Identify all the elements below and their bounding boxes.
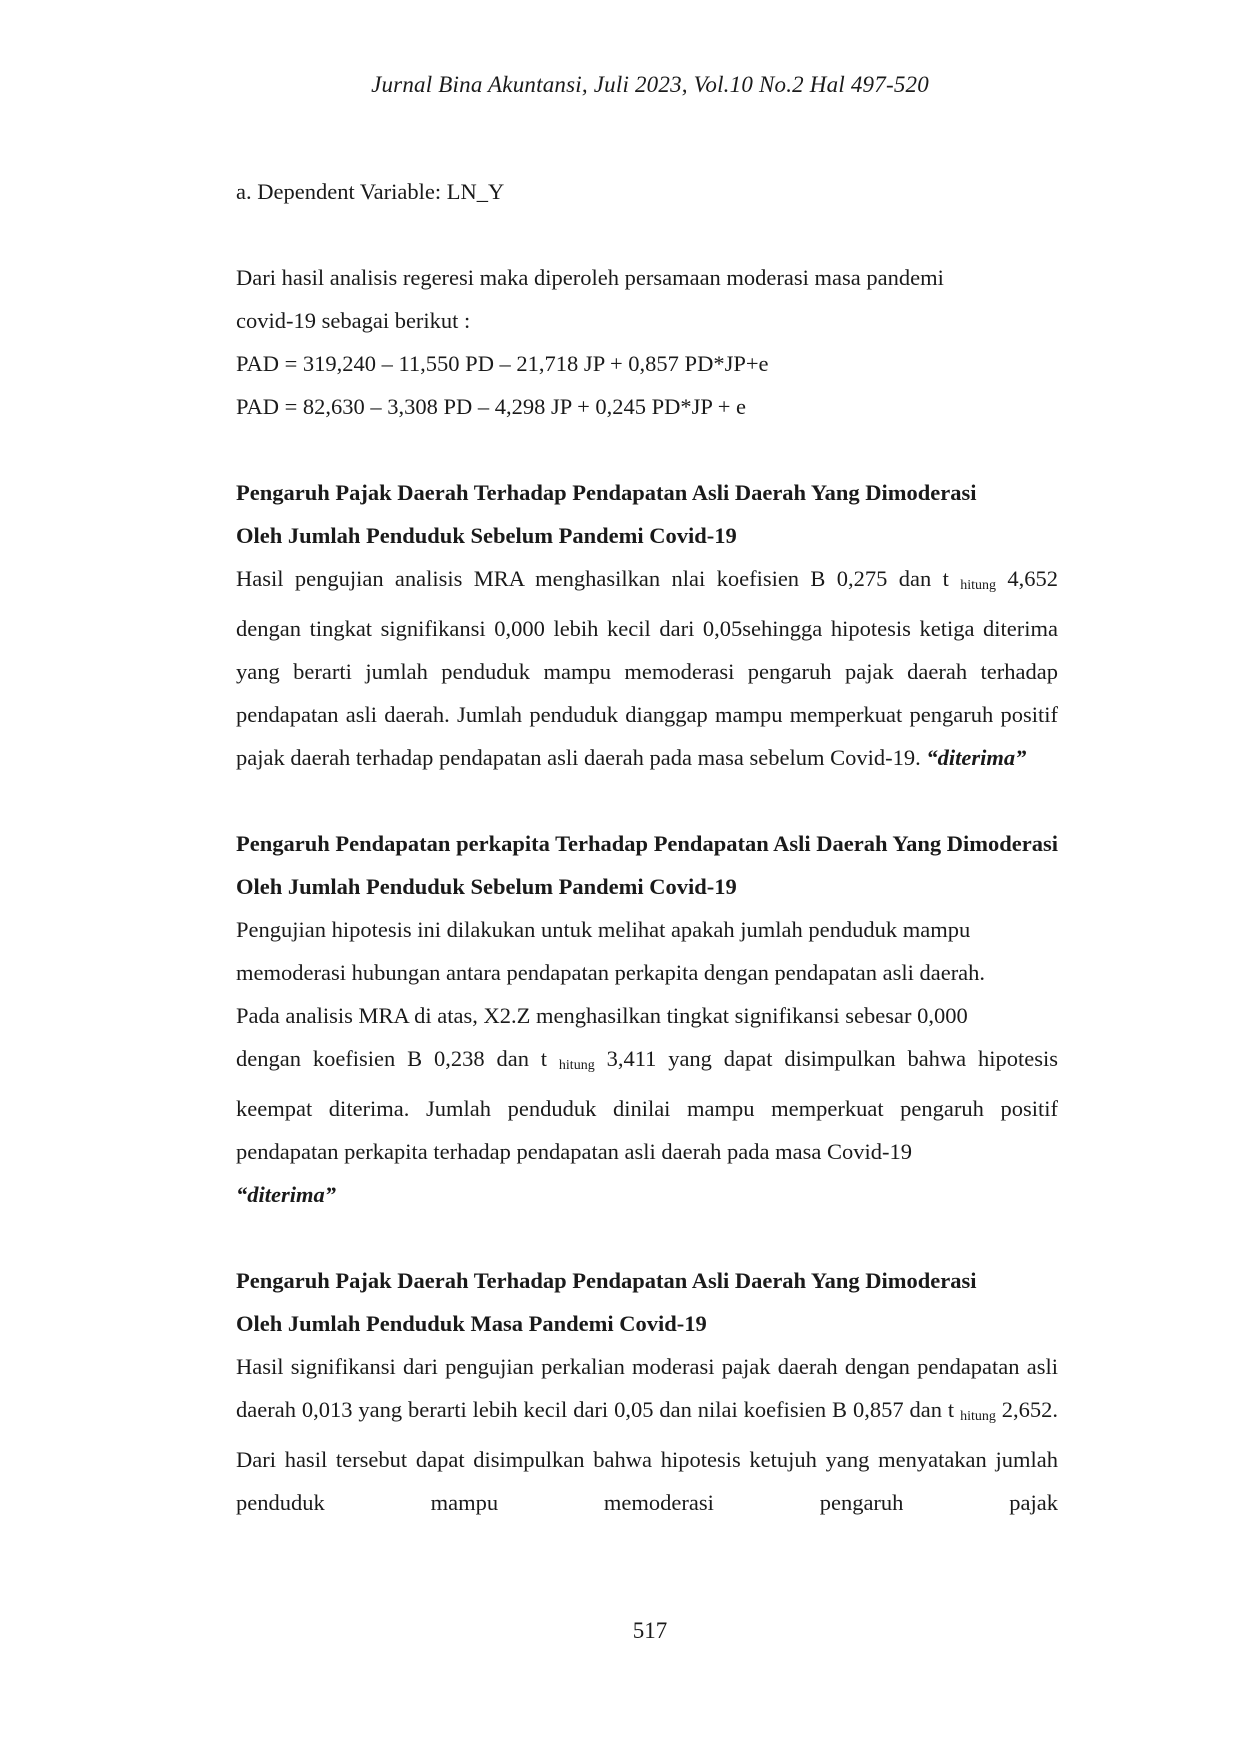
section-2-text: dengan koefisien B 0,238 dan t	[236, 1046, 548, 1071]
running-header: Jurnal Bina Akuntansi, Juli 2023, Vol.10 No.2 Hal 497-520	[371, 72, 929, 97]
intro-line-1: Dari hasil analisis regeresi maka diperoleh persamaan moderasi masa pandemi	[236, 265, 944, 290]
section-3-body	[236, 1345, 1058, 1524]
spacer	[236, 428, 1058, 471]
section-2-line-2: memoderasi hubungan antara pendapatan perkapita dengan pendapatan asli daerah.	[236, 960, 986, 985]
section-2-body: keempat diterima. Jumlah penduduk dinilai mampu memperkuat pengaruh positif pendapatan perkapita terhadap pendapatan asli daerah pada masa Covid-19	[236, 1096, 1058, 1164]
equation-2: PAD = 82,630 – 3,308 PD – 4,298 JP + 0,245 PD*JP + e	[236, 394, 747, 419]
section-2-line-3: Pada analisis MRA di atas, X2.Z menghasilkan tingkat signifikansi sebesar 0,000	[236, 1003, 968, 1028]
section-2-heading: Pengaruh Pendapatan perkapita Terhadap Pendapatan Asli Daerah Yang Dimoderasi Oleh Jumlah Penduduk Sebelum Pandemi Covid-19	[236, 831, 1058, 899]
page-number: 517	[632, 1618, 668, 1643]
section-3-heading-line-1: Pengaruh Pajak Daerah Terhadap Pendapatan Asli Daerah Yang Dimoderasi	[236, 1268, 977, 1293]
section-1-t-value: 4,652	[1007, 566, 1058, 591]
section-1-text: Hasil pengujian analisis MRA menghasilkan nlai koefisien B 0,275 dan t	[236, 566, 949, 591]
section-1-body-text: dengan tingkat signifikansi 0,000 lebih kecil dari 0,05sehingga hipotesis ketiga diterima yang berarti jumlah penduduk mampu memoderasi pengaruh pajak daerah terhadap pendapatan asli daerah. Jumlah penduduk dianggap mampu memperkuat pengaruh positif pajak daerah terhadap pendapatan asli daerah pada masa sebelum	[236, 616, 1058, 770]
section-2-sub-line	[236, 1037, 1058, 1087]
section-2-after: 3,411 yang dapat disimpulkan bahwa hipotesis	[606, 1046, 1059, 1071]
section-2-line-1: Pengujian hipotesis ini dilakukan untuk melihat apakah jumlah penduduk mampu	[236, 917, 971, 942]
intro-line-2: covid-19 sebagai berikut :	[236, 308, 471, 333]
section-1-body	[236, 607, 1058, 779]
table-note: a. Dependent Variable: LN_Y	[236, 179, 505, 204]
page-content	[236, 170, 1058, 1524]
section-1-heading-line-2: Oleh Jumlah Penduduk Sebelum Pandemi Covid-19	[236, 523, 737, 548]
section-1-verdict: “diterima”	[926, 745, 1027, 770]
section-1-first-line	[236, 557, 1058, 607]
section-1-heading-line-1: Pengaruh Pajak Daerah Terhadap Pendapatan Asli Daerah Yang Dimoderasi	[236, 480, 977, 505]
spacer	[236, 213, 1058, 256]
section-2-verdict: “diterima”	[236, 1182, 336, 1207]
spacer	[236, 1216, 1058, 1259]
subscript-hitung: hitung	[960, 578, 997, 593]
section-1-last-text: Covid-19.	[830, 745, 921, 770]
subscript-hitung: hitung	[558, 1058, 595, 1073]
section-3-body-end: 2,652. Dari hasil tersebut dapat disimpulkan bahwa hipotesis ketujuh yang menyatakan jumlah penduduk mampu memoderasi pengaruh pajak	[236, 1397, 1059, 1515]
section-3-heading-line-2: Oleh Jumlah Penduduk Masa Pandemi Covid-19	[236, 1311, 707, 1336]
spacer	[236, 779, 1058, 822]
subscript-hitung: hitung	[960, 1409, 996, 1424]
section-3-body-start: Hasil signifikansi dari pengujian perkalian moderasi pajak daerah dengan pendapatan asli daerah 0,013 yang berarti lebih kecil dari 0,05 dan nilai koefisien B 0,857 dan t	[236, 1354, 1058, 1422]
equation-1: PAD = 319,240 – 11,550 PD – 21,718 JP + 0,857 PD*JP+e	[236, 351, 769, 376]
